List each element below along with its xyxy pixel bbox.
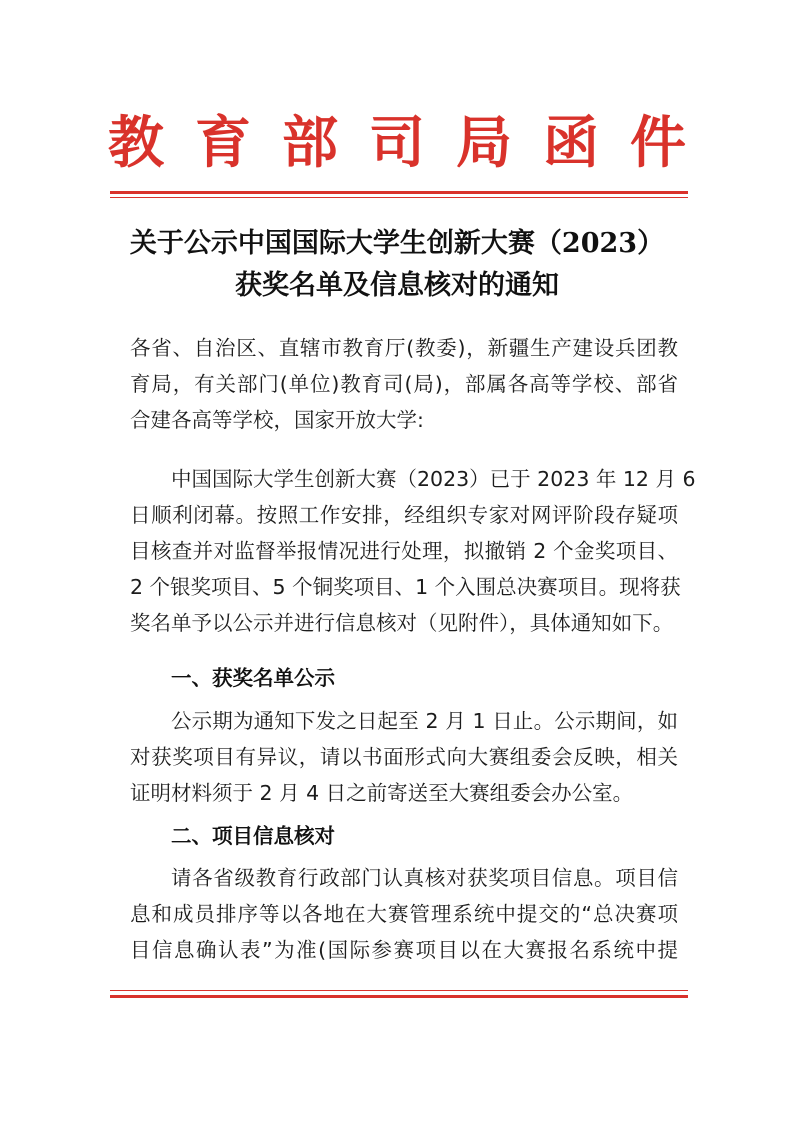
paragraph-line: 对获奖项目有异议，请以书面形式向大赛组委会反映，相关 xyxy=(130,745,678,769)
header-rule-thick xyxy=(110,191,688,194)
salutation-line: 育局，有关部门(单位)教育司(局)，部属各高等学校、部省 xyxy=(130,372,678,396)
paragraph-line: 证明材料须于 2 月 4 日之前寄送至大赛组委会办公室。 xyxy=(130,781,634,805)
paragraph-line: 目核查并对监督举报情况进行处理，拟撤销 2 个金奖项目、 xyxy=(130,539,678,563)
paragraph-line: 息和成员排序等以各地在大赛管理系统中提交的“总决赛项 xyxy=(130,902,678,926)
salutation xyxy=(130,330,678,438)
section-heading-2: 二、项目信息核对 xyxy=(171,824,335,848)
paragraph-1 xyxy=(130,461,696,641)
paragraph-line: 目信息确认表”为准(国际参赛项目以在大赛报名系统中提 xyxy=(130,938,678,962)
paragraph-line: 公示期为通知下发之日起至 2 月 1 日止。公示期间，如 xyxy=(171,709,678,733)
footer-rule-thick xyxy=(110,995,688,998)
header-rule-thin xyxy=(110,197,688,198)
salutation-line: 各省、自治区、直辖市教育厅(教委)，新疆生产建设兵团教 xyxy=(130,336,678,360)
notice-title-line-1: 关于公示中国国际大学生创新大赛（2023） xyxy=(129,228,665,259)
section-1-body xyxy=(130,703,678,811)
paragraph-line: 请各省级教育行政部门认真核对获奖项目信息。项目信 xyxy=(171,866,678,890)
section-2-body xyxy=(130,860,678,968)
paragraph-line: 2 个银奖项目、5 个铜奖项目、1 个入围总决赛项目。现将获 xyxy=(130,575,681,599)
paragraph-line: 中国国际大学生创新大赛（2023）已于 2023 年 12 月 6 xyxy=(171,467,696,491)
section-heading-1: 一、获奖名单公示 xyxy=(171,666,335,690)
footer-rule-thin xyxy=(110,990,688,991)
letterhead-title: 教育部司局函件 xyxy=(108,110,717,176)
notice-title-line-2: 获奖名单及信息核对的通知 xyxy=(235,270,559,301)
salutation-line: 合建各高等学校，国家开放大学: xyxy=(130,408,424,432)
paragraph-line: 日顺利闭幕。按照工作安排，经组织专家对网评阶段存疑项 xyxy=(130,503,678,527)
paragraph-line: 奖名单予以公示并进行信息核对（见附件），具体通知如下。 xyxy=(130,611,674,635)
